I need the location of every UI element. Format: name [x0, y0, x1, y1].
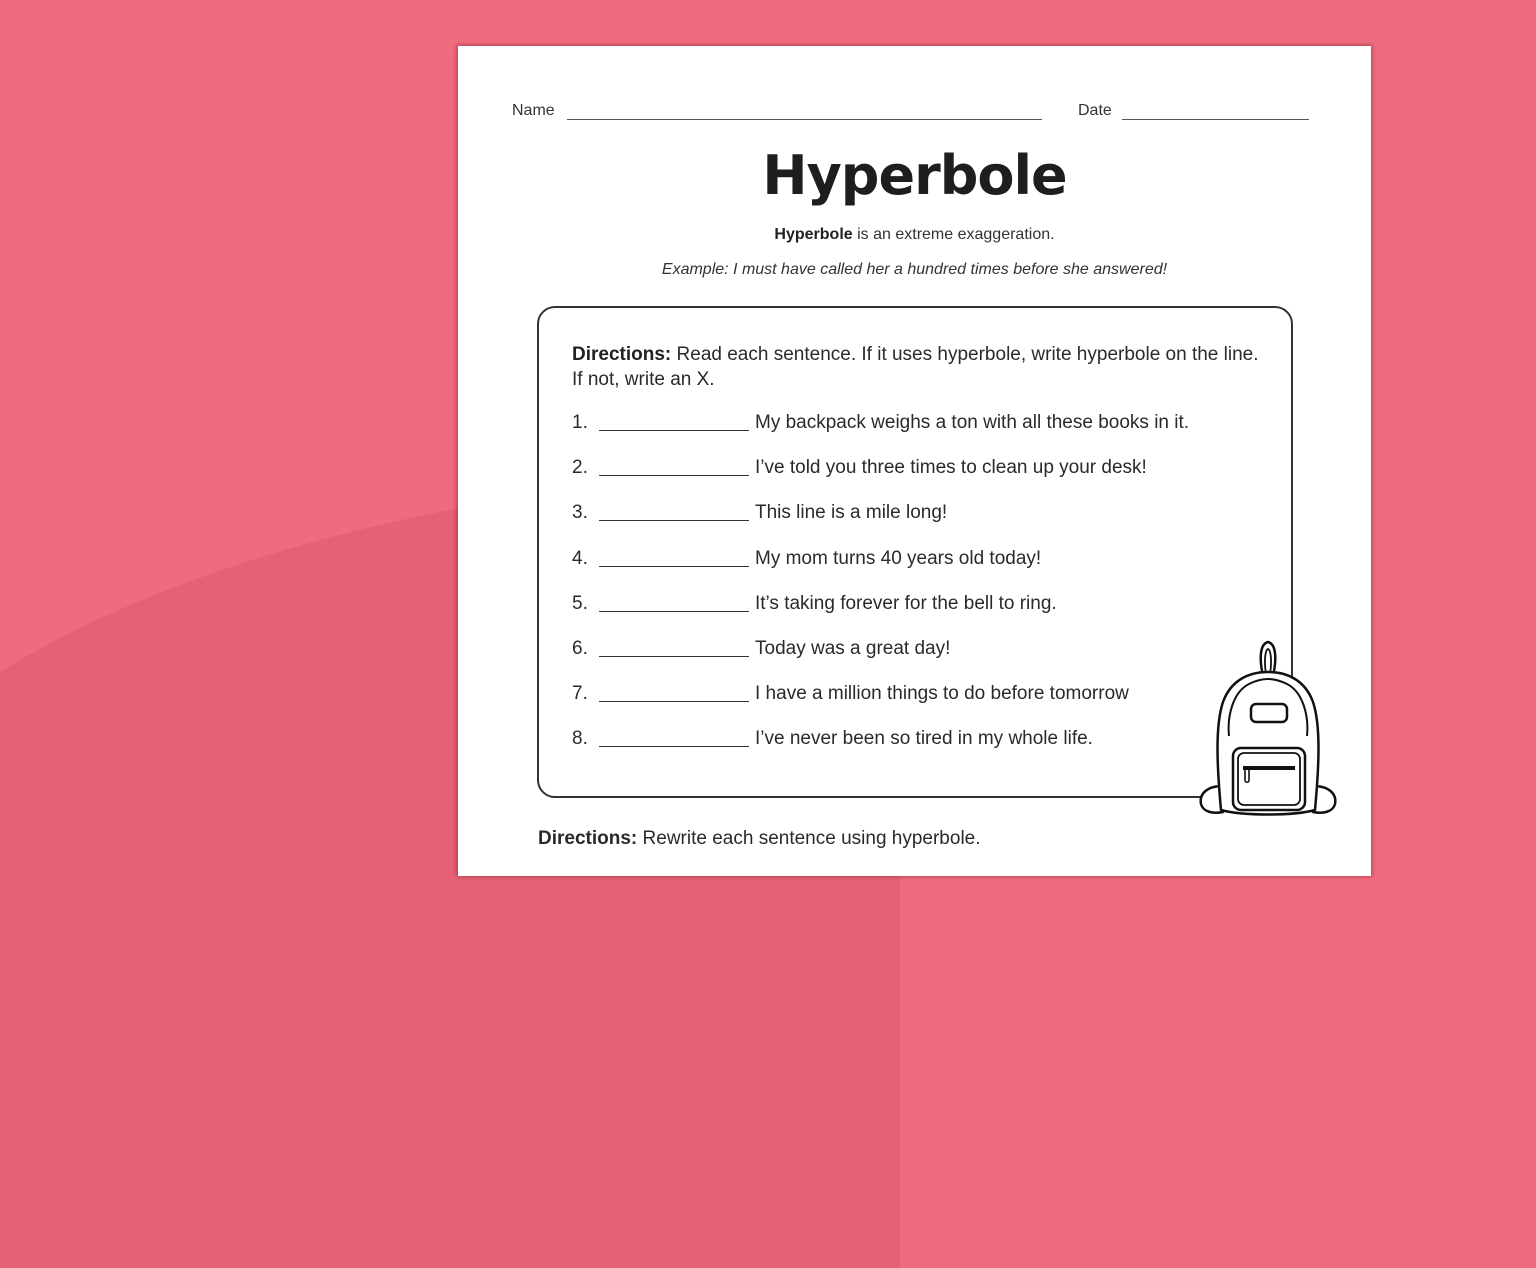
directions-text: Read each sentence. If it uses hyperbole, write hyperbole on the line. If not, write an X.	[572, 344, 1259, 390]
directions-label: Directions:	[572, 344, 672, 365]
answer-blank[interactable]	[599, 502, 749, 521]
answer-blank[interactable]	[599, 638, 749, 657]
answer-blank[interactable]	[599, 683, 749, 702]
item-text: It’s taking forever for the bell to ring.	[755, 592, 1057, 614]
answer-blank[interactable]	[599, 593, 749, 612]
item-number: 4.	[572, 547, 588, 569]
backpack-icon	[1193, 636, 1343, 816]
list-item	[572, 728, 1292, 773]
worksheet-page	[458, 46, 1371, 876]
example-sentence: Example: I must have called her a hundred times before she answered!	[661, 261, 1168, 278]
item-number: 1.	[572, 412, 588, 433]
directions-text: Rewrite each sentence using hyperbole.	[637, 828, 981, 849]
directions-1	[572, 342, 1262, 392]
name-label: Name	[512, 102, 555, 119]
definition-text: is an extreme exaggeration.	[852, 226, 1055, 243]
list-item	[572, 638, 1292, 683]
date-label: Date	[1078, 102, 1112, 119]
exercise-box	[537, 306, 1293, 798]
exercise-list	[572, 412, 1292, 774]
list-item	[572, 412, 1292, 457]
item-text: Today was a great day!	[755, 637, 951, 659]
item-number: 8.	[572, 728, 588, 750]
worksheet-title: Hyperbole	[762, 144, 1067, 207]
name-date-row	[512, 102, 1309, 124]
definition	[458, 226, 1371, 244]
item-number: 2.	[572, 457, 588, 479]
list-item	[572, 593, 1292, 638]
answer-blank[interactable]	[599, 457, 749, 476]
item-text: I’ve told you three times to clean up your desk!	[755, 457, 1147, 479]
answer-blank[interactable]	[599, 728, 749, 747]
answer-blank[interactable]	[599, 548, 749, 567]
date-field-line[interactable]	[1122, 119, 1309, 120]
item-text: My mom turns 40 years old today!	[755, 547, 1042, 569]
definition-term: Hyperbole	[774, 226, 853, 243]
item-text: I have a million things to do before tomorrow	[755, 683, 1129, 705]
directions-label: Directions:	[538, 828, 638, 849]
list-item	[572, 457, 1292, 502]
item-number: 5.	[572, 592, 588, 614]
list-item	[572, 502, 1292, 547]
list-item	[572, 683, 1292, 728]
directions-2	[538, 828, 981, 850]
answer-blank[interactable]	[599, 412, 749, 431]
list-item	[572, 548, 1292, 593]
item-number: 6.	[572, 637, 588, 659]
item-number: 3.	[572, 502, 588, 524]
item-text: I’ve never been so tired in my whole life.	[755, 728, 1093, 750]
item-number: 7.	[572, 683, 588, 705]
item-text: This line is a mile long!	[755, 502, 948, 524]
item-text: My backpack weighs a ton with all these books in it.	[755, 412, 1190, 433]
name-field-line[interactable]	[567, 119, 1042, 120]
